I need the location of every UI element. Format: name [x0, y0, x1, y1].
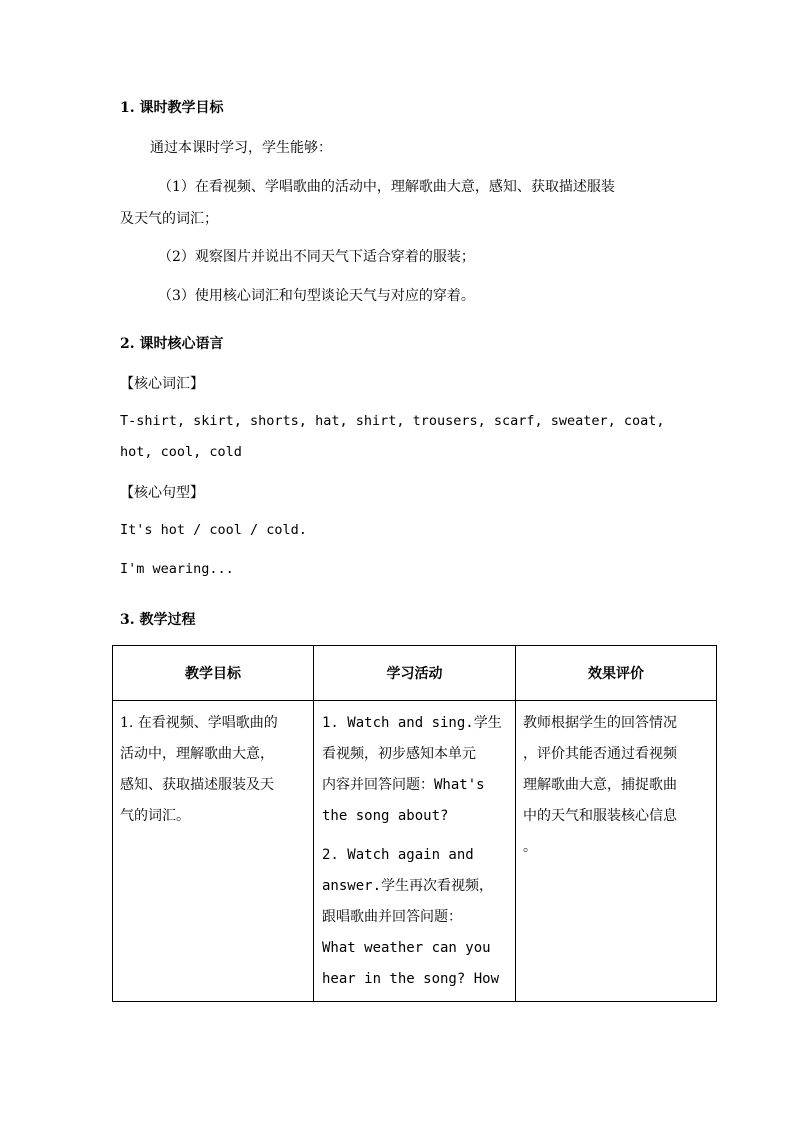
- table-cell-objective: [120, 708, 278, 832]
- cell-line: 气的词汇。: [120, 808, 190, 824]
- header-divider: [113, 700, 716, 701]
- objective-3: （3）使用核心词汇和句型谈论天气与对应的穿着。: [158, 288, 475, 304]
- objective-1-line-1: （1）在看视频、学唱歌曲的活动中，理解歌曲大意，感知、获取描述服装: [158, 179, 615, 195]
- cell-line: 1. 在看视频、学唱歌曲的: [120, 715, 278, 731]
- objectives-intro: 通过本课时学习，学生能够：: [150, 140, 332, 156]
- cell-line: 2. Watch again and: [322, 847, 474, 863]
- core-vocabulary-line-1: T-shirt, skirt, shorts, hat, shirt, trousers, scarf, sweater, coat,: [120, 413, 665, 429]
- cell-line: hear in the song? How: [322, 971, 500, 987]
- cell-line: the song about?: [322, 808, 449, 824]
- cell-line: 。: [523, 839, 537, 855]
- cell-line: 1. Watch and sing.学生: [322, 715, 502, 731]
- cell-line: 活动中，理解歌曲大意，: [120, 746, 274, 762]
- cell-line: ，评价其能否通过看视频: [523, 746, 677, 762]
- cell-line: answer.学生再次看视频，: [322, 878, 494, 894]
- table-header-activity: 学习活动: [386, 666, 443, 682]
- table-header-evaluation: 效果评价: [588, 666, 644, 682]
- section-heading-objectives: 1. 课时教学目标: [120, 100, 224, 116]
- objective-2: （2）观察图片并说出不同天气下适合穿着的服装；: [158, 249, 475, 265]
- cell-line: 内容并回答问题：What's: [322, 777, 485, 793]
- table-cell-activity: [322, 708, 502, 995]
- table-header-objective: 教学目标: [185, 666, 241, 682]
- core-vocabulary-label: 【核心词汇】: [120, 376, 204, 392]
- cell-line: 中的天气和服装核心信息: [523, 808, 677, 824]
- core-pattern-2: I'm wearing...: [120, 561, 234, 577]
- section-heading-teaching-process: 3. 教学过程: [120, 612, 196, 628]
- core-pattern-1: It's hot / cool / cold.: [120, 522, 307, 538]
- cell-line: What weather can you: [322, 940, 491, 956]
- cell-line: 理解歌曲大意，捕捉歌曲: [523, 777, 677, 793]
- teaching-process-table: [112, 645, 717, 1002]
- cell-line: 看视频，初步感知本单元: [322, 746, 476, 762]
- cell-line: 感知、获取描述服装及天: [120, 777, 274, 793]
- table-cell-evaluation: [523, 708, 677, 863]
- section-heading-core-language: 2. 课时核心语言: [120, 336, 224, 352]
- cell-line: 跟唱歌曲并回答问题：: [322, 909, 462, 925]
- core-pattern-label: 【核心句型】: [120, 485, 204, 501]
- core-vocabulary-line-2: hot, cool, cold: [120, 444, 242, 460]
- objective-1-line-2: 及天气的词汇；: [120, 211, 218, 227]
- cell-line: 教师根据学生的回答情况: [523, 715, 677, 731]
